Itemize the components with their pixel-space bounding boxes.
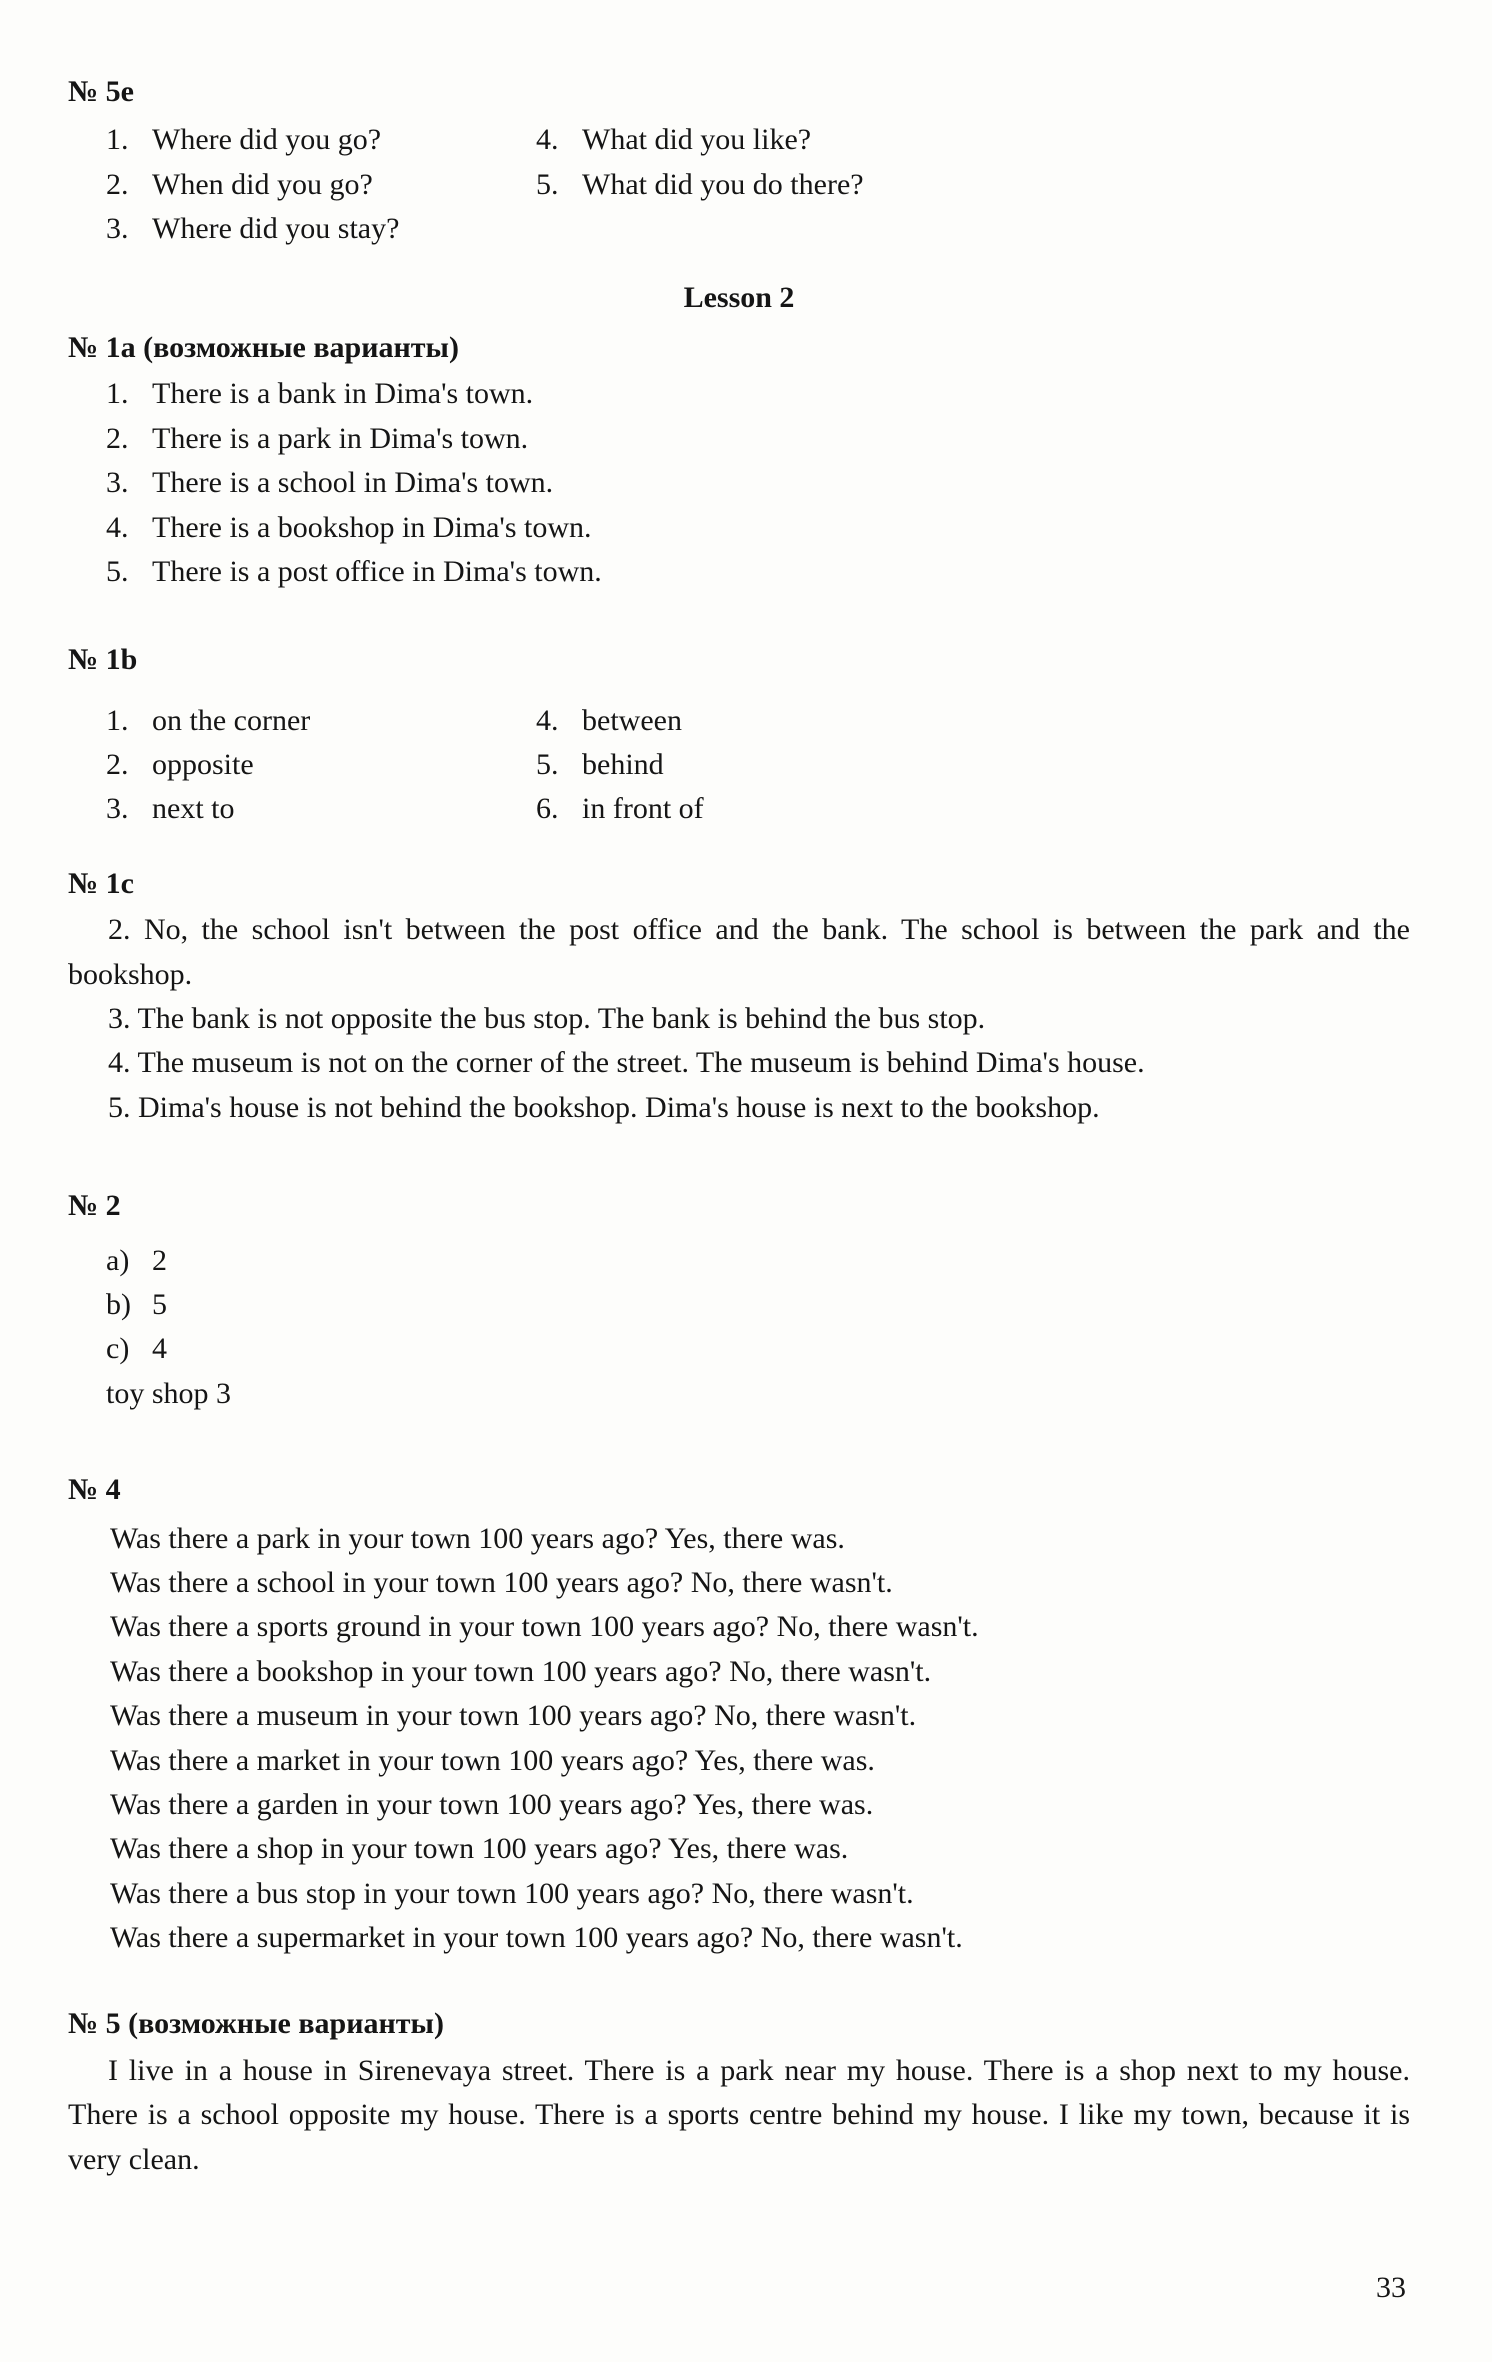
answer-paragraph: 3. The bank is not opposite the bus stop. The bank is behind the bus stop. — [108, 1002, 986, 1036]
list-item — [106, 461, 1410, 505]
item-number: 4. — [106, 510, 129, 544]
answer-line: Was there a bookshop in your town 100 years ago? No, there wasn't. — [110, 1654, 932, 1688]
item-number: 6. — [536, 792, 559, 826]
item-text: Where did you stay? — [152, 212, 400, 246]
item-number: 5. — [536, 167, 559, 201]
list-item — [106, 1327, 1410, 1371]
item-text: Where did you go? — [152, 123, 382, 157]
item-letter: a) — [106, 1243, 130, 1277]
item-text: toy shop 3 — [106, 1376, 232, 1410]
section-heading: № 5e — [68, 75, 134, 108]
item-number: 3. — [106, 792, 129, 826]
section-1c — [68, 862, 1410, 1130]
left-column — [68, 699, 536, 832]
list-item — [536, 743, 1410, 787]
section-2 — [68, 1184, 1410, 1416]
item-value: 4 — [152, 1332, 167, 1366]
answer-line: Was there a museum in your town 100 years ago? No, there wasn't. — [110, 1699, 917, 1733]
answer-line: Was there a park in your town 100 years ago? Yes, there was. — [110, 1521, 845, 1555]
section-heading: № 2 — [68, 1189, 121, 1223]
lesson-heading: Lesson 2 — [683, 280, 795, 314]
answer-line: Was there a shop in your town 100 years ago? Yes, there was. — [110, 1832, 849, 1866]
list-item — [536, 118, 1410, 162]
item-letter: c) — [106, 1332, 130, 1366]
item-number: 1. — [106, 703, 129, 737]
section-5e — [68, 70, 1410, 252]
list-item — [106, 506, 1410, 550]
section-1a — [68, 326, 1410, 594]
list-item — [106, 372, 1410, 416]
section-heading: № 1b — [68, 643, 138, 677]
item-letter: b) — [106, 1287, 131, 1321]
section-5 — [68, 2002, 1410, 2182]
list-item — [106, 207, 536, 251]
item-number: 3. — [106, 466, 129, 500]
item-number: 5. — [106, 554, 129, 588]
answer-line: Was there a school in your town 100 years ago? No, there wasn't. — [110, 1565, 893, 1599]
list-item — [106, 550, 1410, 594]
left-column — [68, 118, 536, 251]
item-text: What did you like? — [582, 123, 812, 157]
item-number: 1. — [106, 123, 129, 157]
answer-line: Was there a bus stop in your town 100 years ago? No, there wasn't. — [110, 1876, 914, 1910]
item-text: opposite — [152, 748, 254, 782]
answer-line: Was there a sports ground in your town 100 years ago? No, there wasn't. — [110, 1610, 979, 1644]
page-number: 33 — [1376, 2270, 1406, 2304]
item-text: There is a park in Dima's town. — [152, 421, 529, 455]
item-number: 5. — [536, 748, 559, 782]
list-item — [106, 699, 536, 743]
item-number: 4. — [536, 703, 559, 737]
answer-line: Was there a garden in your town 100 years ago? Yes, there was. — [110, 1787, 874, 1821]
list-item — [106, 163, 536, 207]
item-value: 5 — [152, 1287, 167, 1321]
item-text: next to — [152, 792, 235, 826]
item-text: There is a post office in Dima's town. — [152, 554, 602, 588]
answer-line: Was there a market in your town 100 years ago? Yes, there was. — [110, 1743, 875, 1777]
list-item — [106, 1283, 1410, 1327]
item-text: between — [582, 703, 682, 737]
answer-line: Was there a supermarket in your town 100 years ago? No, there wasn't. — [110, 1921, 963, 1955]
list-item — [106, 1372, 1410, 1416]
section-heading: № 1a (возможные варианты) — [68, 330, 459, 364]
item-text: behind — [582, 748, 664, 782]
list-item — [106, 787, 536, 831]
item-text: There is a bookshop in Dima's town. — [152, 510, 592, 544]
answer-paragraph: 5. Dima's house is not behind the bookshop. Dima's house is next to the bookshop. — [108, 1090, 1100, 1124]
right-column — [536, 118, 1410, 251]
item-number: 1. — [106, 377, 129, 411]
item-number: 2. — [106, 748, 129, 782]
list-item — [536, 699, 1410, 743]
section-heading: № 4 — [68, 1473, 121, 1507]
section-1b — [68, 638, 1410, 832]
list-item — [536, 163, 1410, 207]
list-item — [106, 417, 1410, 461]
item-number: 2. — [106, 421, 129, 455]
item-number: 2. — [106, 167, 129, 201]
item-number: 4. — [536, 123, 559, 157]
answer-paragraph: 4. The museum is not on the corner of the street. The museum is behind Dima's house. — [108, 1046, 1145, 1080]
list-item — [106, 1239, 1410, 1283]
item-value: 2 — [152, 1243, 167, 1277]
item-text: on the corner — [152, 703, 311, 737]
section-heading: № 5 (возможные варианты) — [68, 2007, 444, 2041]
item-text: There is a bank in Dima's town. — [152, 377, 534, 411]
item-text: What did you do there? — [582, 167, 864, 201]
section-heading: № 1c — [68, 866, 134, 900]
two-column-list — [68, 118, 1410, 251]
two-column-list — [68, 699, 1410, 832]
item-text: There is a school in Dima's town. — [152, 466, 554, 500]
item-text: When did you go? — [152, 167, 373, 201]
right-column — [536, 699, 1410, 832]
list-item — [536, 787, 1410, 831]
section-4 — [68, 1468, 1410, 1960]
item-text: in front of — [582, 792, 704, 826]
answer-paragraph: 2. No, the school isn't between the post office and the bank. The school is between the park and the bookshop. — [68, 913, 1410, 991]
answer-paragraph: I live in a house in Sirenevaya street. There is a park near my house. There is a shop next to my house. There is a school opposite my house. There is a sports centre behind my house. I like my town, because it is very clean. — [68, 2053, 1410, 2176]
list-item — [106, 118, 536, 162]
item-number: 3. — [106, 212, 129, 246]
list-item — [106, 743, 536, 787]
